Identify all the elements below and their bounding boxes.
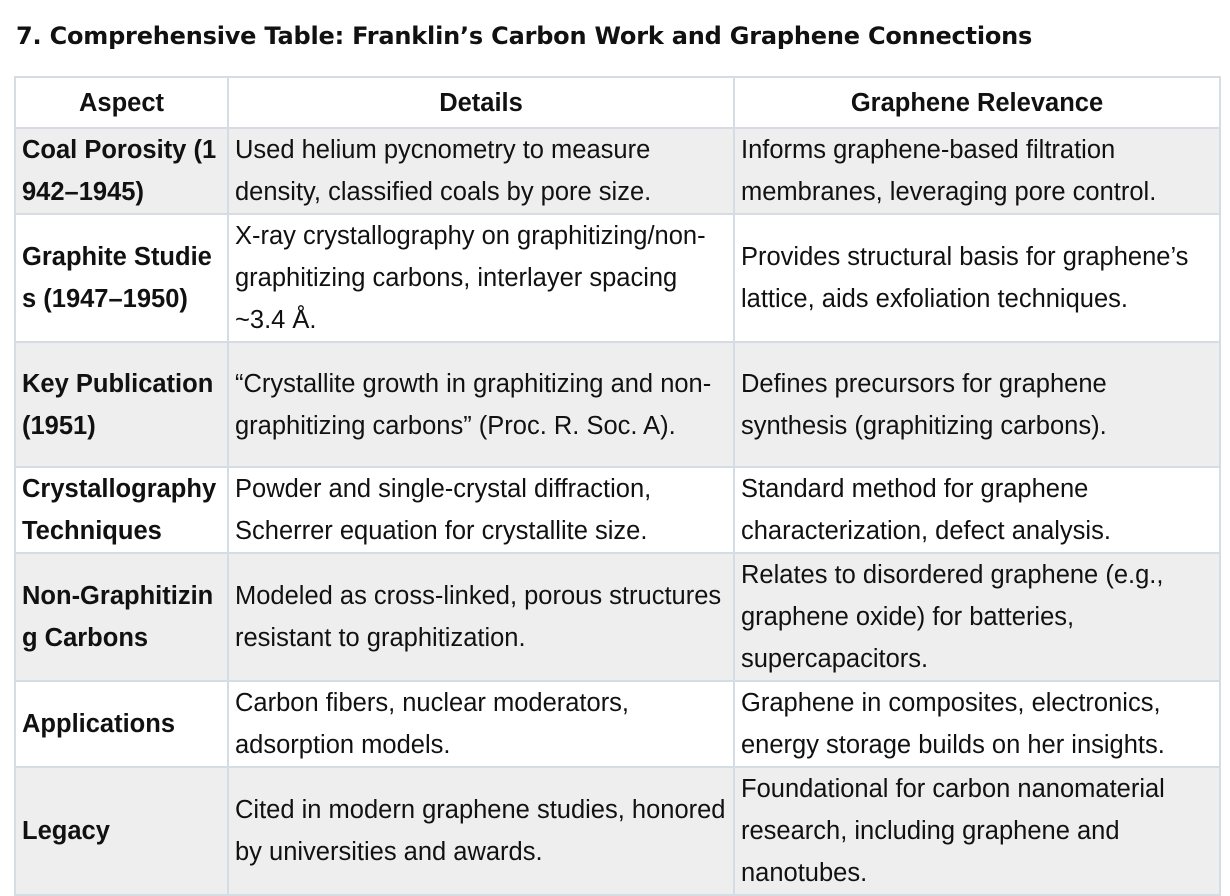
aspect-cell: Key Publication (1951) — [15, 342, 228, 467]
column-header-graphene-relevance: Graphene Relevance — [734, 77, 1220, 128]
column-header-aspect: Aspect — [15, 77, 228, 128]
details-cell: Used helium pycnometry to measure density, classified coals by pore size. — [228, 128, 734, 214]
table-row — [15, 467, 1220, 553]
relevance-cell: Relates to disordered graphene (e.g., graphene oxide) for batteries, supercapacitors. — [734, 553, 1220, 681]
column-header-details: Details — [228, 77, 734, 128]
aspect-cell: Crystallography Techniques — [15, 467, 228, 553]
section-heading: 7. Comprehensive Table: Franklin’s Carbon Work and Graphene Connections — [16, 22, 1033, 50]
details-cell: Carbon fibers, nuclear moderators, adsorption models. — [228, 681, 734, 767]
comparison-table — [14, 76, 1221, 896]
relevance-cell: Defines precursors for graphene synthesis (graphitizing carbons). — [734, 342, 1220, 467]
aspect-cell: Graphite Studies (1947–1950) — [15, 214, 228, 342]
relevance-cell: Informs graphene-based filtration membranes, leveraging pore control. — [734, 128, 1220, 214]
aspect-cell: Coal Porosity (1942–1945) — [15, 128, 228, 214]
table-header-row — [15, 77, 1220, 128]
details-cell: Powder and single-crystal diffraction, Scherrer equation for crystallite size. — [228, 467, 734, 553]
details-cell: X-ray crystallography on graphitizing/non-graphitizing carbons, interlayer spacing ~3.4 Å. — [228, 214, 734, 342]
table-row — [15, 767, 1220, 895]
table-row — [15, 553, 1220, 681]
table-row — [15, 214, 1220, 342]
aspect-cell: Applications — [15, 681, 228, 767]
relevance-cell: Provides structural basis for graphene’s lattice, aids exfoliation techniques. — [734, 214, 1220, 342]
aspect-cell: Legacy — [15, 767, 228, 895]
table-row — [15, 128, 1220, 214]
details-cell: “Crystallite growth in graphitizing and non-graphitizing carbons” (Proc. R. Soc. A). — [228, 342, 734, 467]
table-row — [15, 681, 1220, 767]
details-cell: Cited in modern graphene studies, honored by universities and awards. — [228, 767, 734, 895]
details-cell: Modeled as cross-linked, porous structures resistant to graphitization. — [228, 553, 734, 681]
relevance-cell: Foundational for carbon nanomaterial research, including graphene and nanotubes. — [734, 767, 1220, 895]
table-row — [15, 342, 1220, 467]
relevance-cell: Graphene in composites, electronics, energy storage builds on her insights. — [734, 681, 1220, 767]
relevance-cell: Standard method for graphene characterization, defect analysis. — [734, 467, 1220, 553]
aspect-cell: Non-Graphitizing Carbons — [15, 553, 228, 681]
